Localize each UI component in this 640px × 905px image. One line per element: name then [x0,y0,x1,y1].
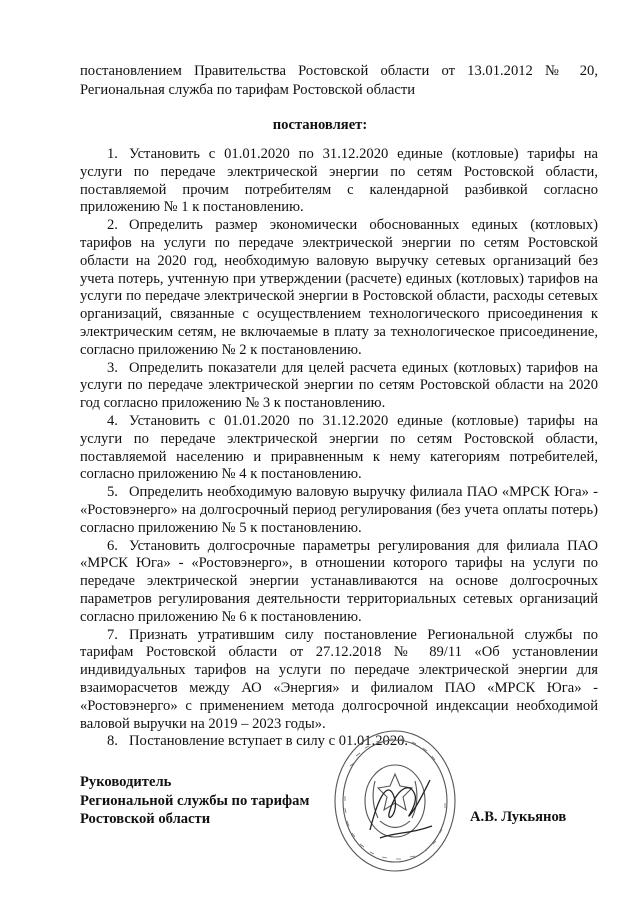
item-text: Установить долгосрочные параметры регулирования для филиала ПАО «МРСК Юга» - «Ростовэнерго», в отношении которого тарифы на услуги по передаче электрической энергии устанавливаются на основе долгосрочных параметров регулирования деятельности территориальных сетевых организаций согласно приложению № 6 к постановлению. [80,537,598,625]
list-item [80,217,598,359]
item-number: 5. [107,484,118,501]
item-number: 1. [107,146,118,162]
item-number: 8. [107,733,118,750]
item-number: 3. [107,359,118,376]
signer-title-line: Региональной службы по тарифам [80,792,310,809]
item-number: 2. [107,217,118,234]
item-text: Постановление вступает в силу с 01.01.2020. [129,733,409,750]
item-number: 4. [107,412,118,429]
item-number: 6. [107,537,118,554]
item-text: Определить необходимую валовую выручку филиала ПАО «МРСК Юга» - «Ростовэнерго» на долгосрочный период регулирования (без учета оплаты потерь) согласно приложению № 5 к постановлению. [80,484,598,536]
list-item [80,627,598,734]
handwritten-signature-icon [360,760,440,850]
signer-name: А.В. Лукьянов [470,809,567,825]
signer-title-line: Ростовской области [80,811,211,827]
signer-block [80,773,310,829]
item-text: Определить размер экономически обоснованных единых (котловых) тарифов на услуги по передаче электрической энергии по сетям Ростовской области на 2020 год, необходимую валовую выручку сетевых организаций без учета потерь, учтенную при утверждении (расчете) единых (котловых) тарифов на услуги по передаче электрической энергии в Ростовской области, расходы сетевых организаций, связанные с осуществлением технологического присоединения к электрическим сетям, не включаемые в плату за технологическое присоединение, согласно приложению № 2 к постановлению. [80,217,598,358]
signer-title-line: Руководитель [80,774,172,790]
item-text: Признать утратившим силу постановление Региональной службы по тарифам Ростовской области от 27.12.2018 № 89/11 «Об установлении индивидуальных тарифов на услуги по передаче электрической энергии для взаиморасчетов между АО «Энергия» и филиалом ПАО «МРСК Юга» - «Ростовэнерго» с применением метода долгосрочной индексации необходимой валовой выручки на 2019 – 2023 годы». [80,626,598,732]
list-item [80,484,598,537]
item-text: Определить показатели для целей расчета единых (котловых) тарифов на услуги по передаче электрической энергии по сетям Ростовской области на 2020 год согласно приложению № 3 к постановлению. [80,359,598,412]
list-item [80,146,598,217]
decree-items-list [80,146,598,751]
decree-heading: постановляет: [272,117,368,133]
item-number: 7. [107,626,118,643]
intro-paragraph: постановлением Правительства Ростовской области от 13.01.2012 № 20, Региональная служба по тарифам Ростовской области [80,63,598,98]
item-text: Установить с 01.01.2020 по 31.12.2020 единые (котловые) тарифы на услуги по передаче электрической энергии по сетям Ростовской области, поставляемой населению и приравненным к нему категориям потребителей, согласно приложению № 4 к постановлению. [80,412,598,483]
item-text: Установить с 01.01.2020 по 31.12.2020 единые (котловые) тарифы на услуги по передаче электрической энергии по сетям Ростовской области, поставляемой прочим потребителям с календарной разбивкой согласно приложению № 1 к постановлению. [80,146,598,216]
list-item [80,538,598,627]
list-item [80,413,598,484]
list-item [80,360,598,413]
